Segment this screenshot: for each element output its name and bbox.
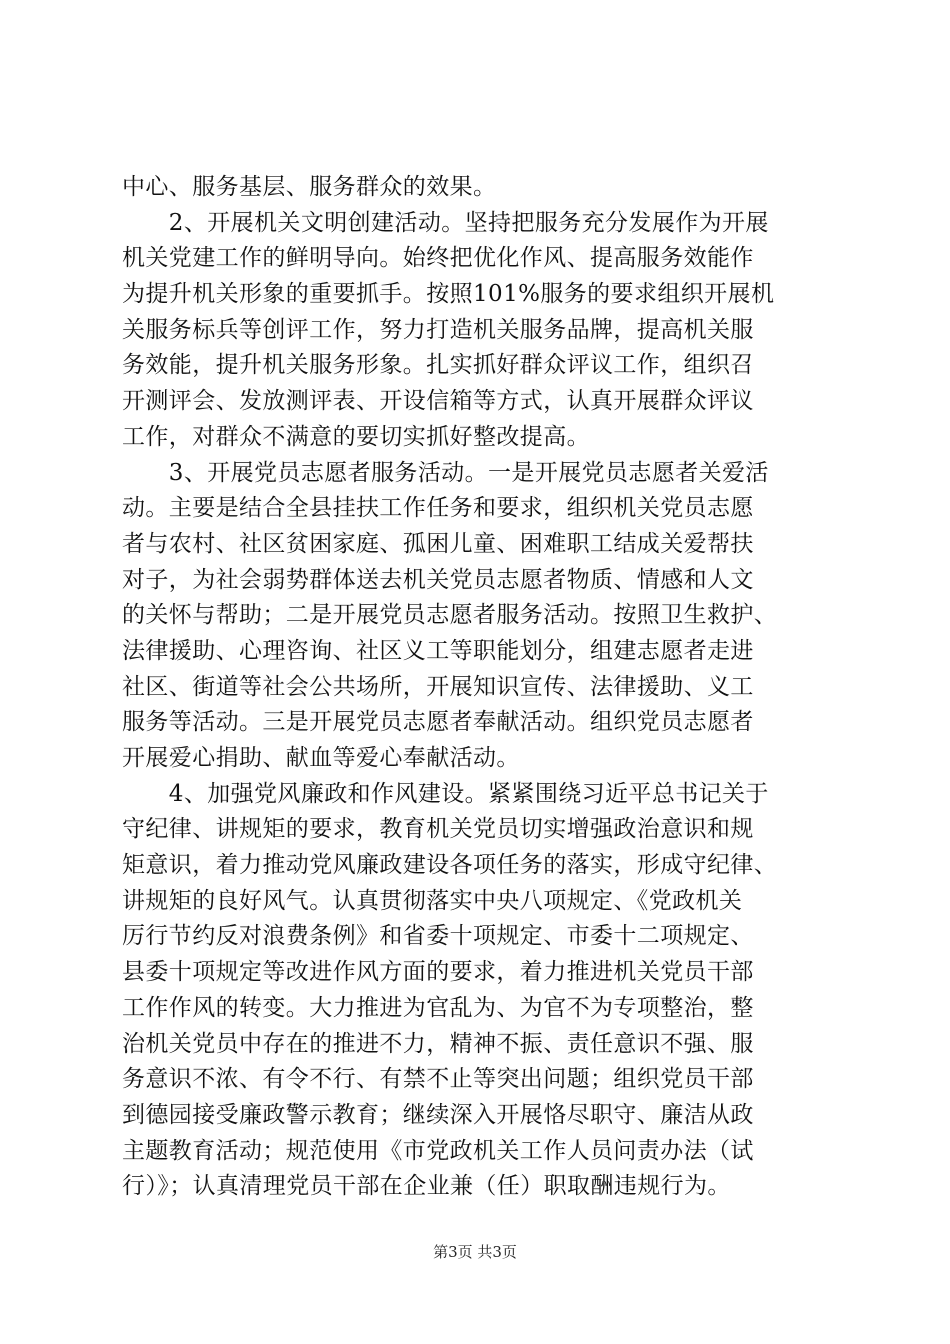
text-line: 厉行节约反对浪费条例》和省委十项规定、市委十二项规定、 (122, 923, 754, 950)
text-line: 4、加强党风廉政和作风建设。紧紧围绕习近平总书记关于 (122, 780, 769, 807)
text-line: 法律援助、心理咨询、社区义工等职能划分，组建志愿者走进 (122, 637, 754, 664)
text-line: 工作，对群众不满意的要切实抓好整改提高。 (122, 423, 590, 450)
text-line: 者与农村、社区贫困家庭、孤困儿童、困难职工结成关爱帮扶 (122, 530, 754, 557)
text-line: 务效能，提升机关服务形象。扎实抓好群众评议工作，组织召 (122, 352, 754, 379)
text-line: 县委十项规定等改进作风方面的要求，着力推进机关党员干部 (122, 959, 754, 986)
text-line: 务意识不浓、有令不行、有禁不止等突出问题；组织党员干部 (122, 1066, 754, 1093)
text-line: 开展爱心捐助、献血等爱心奉献活动。 (122, 745, 520, 771)
text-line: 治机关党员中存在的推进不力，精神不振、责任意识不强、服 (122, 1030, 754, 1057)
text-line: 中心、服务基层、服务群众的效果。 (122, 174, 497, 200)
text-line: 矩意识，着力推动党风廉政建设各项任务的落实，形成守纪律、 (122, 852, 778, 879)
text-line: 2、开展机关文明创建活动。坚持把服务充分发展作为开展 (122, 209, 769, 236)
text-line: 到德园接受廉政警示教育；继续深入开展恪尽职守、廉洁从政 (122, 1101, 754, 1128)
text-line: 机关党建工作的鲜明导向。始终把优化作风、提高服务效能作 (122, 245, 754, 272)
text-line: 的关怀与帮助；二是开展党员志愿者服务活动。按照卫生救护、 (122, 602, 778, 629)
text-line: 主题教育活动；规范使用《市党政机关工作人员问责办法（试 (122, 1137, 754, 1164)
text-line: 关服务标兵等创评工作，努力打造机关服务品牌，提高机关服 (122, 316, 754, 343)
text-line: 动。主要是结合全县挂扶工作任务和要求，组织机关党员志愿 (122, 495, 754, 522)
text-line: 行）》；认真清理党员干部在企业兼（任）职取酬违规行为。 (122, 1173, 731, 1200)
body-text (122, 170, 830, 1205)
text-line: 对子，为社会弱势群体送去机关党员志愿者物质、情感和人文 (122, 566, 754, 593)
text-line: 守纪律、讲规矩的要求，教育机关党员切实增强政治意识和规 (122, 816, 754, 843)
text-line: 服务等活动。三是开展党员志愿者奉献活动。组织党员志愿者 (122, 709, 754, 736)
text-line: 社区、街道等社会公共场所，开展知识宣传、法律援助、义工 (122, 673, 754, 700)
page-number-footer: 第3页 共3页 (433, 1243, 517, 1261)
text-line: 开测评会、发放测评表、开设信箱等方式，认真开展群众评议 (122, 388, 754, 415)
text-line: 3、开展党员志愿者服务活动。一是开展党员志愿者关爱活 (122, 459, 769, 486)
text-line: 工作作风的转变。大力推进为官乱为、为官不为专项整治，整 (122, 994, 754, 1021)
text-line: 讲规矩的良好风气。认真贯彻落实中央八项规定、《党政机关 (122, 887, 743, 914)
text-line: 为提升机关形象的重要抓手。按照101%服务的要求组织开展机 (122, 281, 775, 308)
